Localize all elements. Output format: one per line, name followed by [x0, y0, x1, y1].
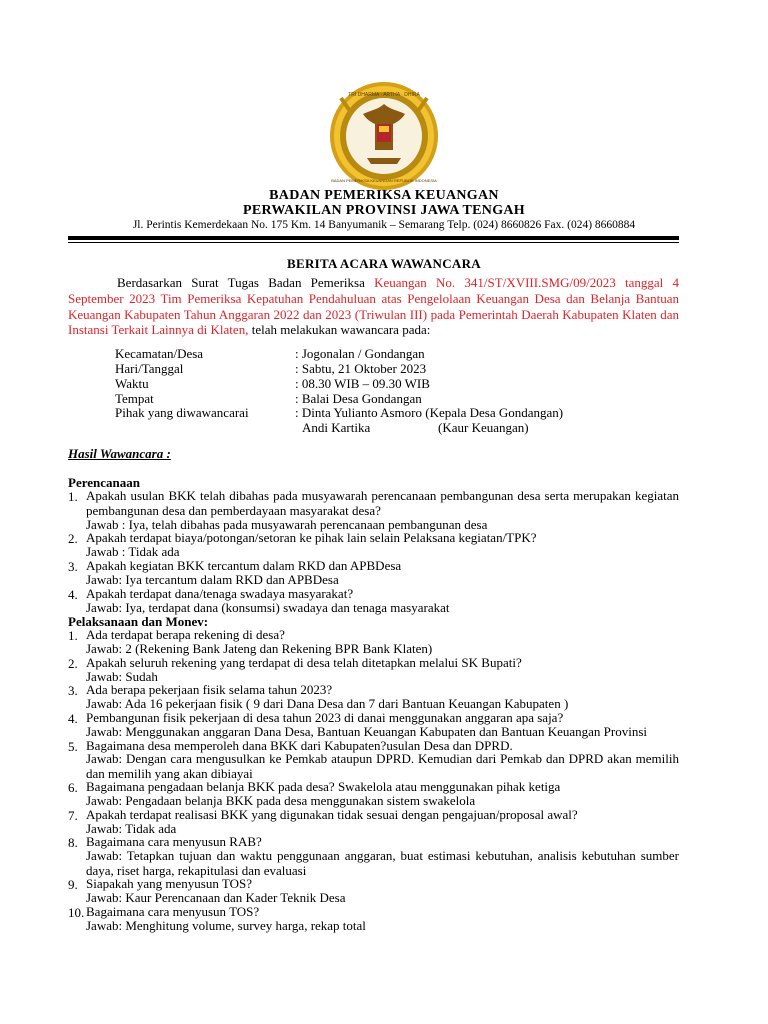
logo-top-text: TRI DHARMA · ARTHA · DHIRA [348, 92, 420, 98]
info-label: Waktu [115, 376, 149, 391]
question-text: Bagaimana desa memperoleh dana BKK dari Kabupaten?usulan Desa dan DPRD. [86, 738, 513, 753]
question-text: Bagaimana pengadaan belanja BKK pada desa? Swakelola atau menggunakan pihak ketiga [86, 779, 561, 794]
logo-bottom-text: BADAN PEMERIKSA KEUANGAN REPUBLIK INDONESIA [331, 178, 437, 183]
question-text: Pembangunan fisik pekerjaan di desa tahun 2023 di danai menggunakan anggaran apa saja? [86, 710, 564, 725]
question-text: Apakah kegiatan BKK tercantum dalam RKD dan APBDesa [86, 558, 402, 573]
question-text: Bagaimana cara menyusun TOS? [86, 904, 260, 919]
answer-text: Jawab: 2 (Rekening Bank Jateng dan Rekening BPR Bank Klaten) [86, 641, 433, 656]
info-value: : Jogonalan / Gondangan [295, 346, 425, 361]
section-perencanaan: Perencanaan [68, 475, 140, 490]
info-label: Pihak yang diwawancarai [115, 405, 249, 420]
question-text: Apakah terdapat realisasi BKK yang digunakan tidak sesuai dengan pengajuan/proposal awal? [86, 807, 578, 822]
info-label: Tempat [115, 391, 154, 406]
item-number: 3. [68, 683, 78, 698]
question-text: Ada berapa pekerjaan fisik selama tahun 2023? [86, 682, 333, 697]
info-label: Kecamatan/Desa [115, 346, 204, 361]
answer-text: Jawab: Kaur Perencanaan dan Kader Teknik Desa [86, 890, 346, 905]
answer-text: Jawab: Pengadaan belanja BKK pada desa menggunakan sistem swakelola [86, 793, 476, 808]
info-value: : 08.30 WIB – 09.30 WIB [295, 376, 430, 391]
answer-text: Jawab: Menghitung volume, survey harga, rekap total [86, 918, 366, 933]
item-number: 9. [68, 877, 78, 892]
header-office: PERWAKILAN PROVINSI JAWA TENGAH [243, 203, 525, 218]
answer-text: Jawab : Iya, telah dibahas pada musyawarah perencanaan pembangunan desa [86, 517, 488, 532]
document-title: BERITA ACARA WAWANCARA [287, 256, 481, 271]
item-number: 5. [68, 739, 78, 754]
question-text: Ada terdapat berapa rekening di desa? [86, 627, 285, 642]
info-value: : Balai Desa Gondangan [295, 391, 422, 406]
item-number: 1. [68, 628, 78, 643]
info-value: : Sabtu, 21 Oktober 2023 [295, 361, 427, 376]
question-text: Siapakah yang menyusun TOS? [86, 876, 252, 891]
header-address: Jl. Perintis Kemerdekaan No. 175 Km. 14 Banyumanik – Semarang Telp. (024) 8660826 Fax. (024) 8660884 [132, 219, 636, 231]
item-number: 1. [68, 489, 78, 504]
answer-text: Jawab: Ada 16 pekerjaan fisik ( 9 dari Dana Desa dan 7 dari Bantuan Keuangan Kabupaten ) [86, 696, 569, 711]
question-text: Bagaimana cara menyusun RAB? [86, 834, 262, 849]
interviewee-role: (Kaur Keuangan) [438, 420, 529, 435]
info-value: : Dinta Yulianto Asmoro (Kepala Desa Gondangan) [295, 405, 564, 420]
question-text: Apakah terdapat dana/tenaga swadaya masyarakat? [86, 586, 354, 601]
answer-text: Jawab: Tetapkan tujuan dan waktu penggunaan anggaran, buat estimasi kebutuhan, analisis kebutuhan sumber daya, riset harga, rekapitulasi dan evaluasi [86, 848, 679, 878]
header-divider-thin [68, 242, 679, 243]
item-number: 4. [68, 587, 78, 602]
results-heading: Hasil Wawancara : [68, 446, 171, 461]
item-number: 3. [68, 559, 78, 574]
item-number: 8. [68, 835, 78, 850]
answer-text: Jawab: Menggunakan anggaran Dana Desa, Bantuan Keuangan Kabupaten dan Bantuan Keuangan Provinsi [86, 724, 647, 739]
answer-text: Jawab: Dengan cara mengusulkan ke Pemkab ataupun DPRD. Kemudian dari Pemkab dan DPRD akan memilih dan memilih yang akan dibiayai [86, 751, 679, 781]
interviewee-name: Andi Kartika [302, 420, 371, 435]
item-number: 7. [68, 808, 78, 823]
item-number: 6. [68, 780, 78, 795]
header-divider [68, 236, 679, 240]
question-text: Apakah terdapat biaya/potongan/setoran ke pihak lain selain Pelaksana kegiatan/TPK? [86, 530, 537, 545]
intro-suffix: telah melakukan wawancara pada: [248, 322, 431, 338]
question-text: Apakah usulan BKK telah dibahas pada musyawarah perencanaan pembangunan desa serta merupakan kegiatan pembangunan desa dan pemberdayaan masyarakat desa? [86, 488, 679, 518]
intro-assignment-ref: Keuangan No. 341/ST/XVIII.SMG/09/2023 tanggal 4 September 2023 Tim Pemeriksa Kepatuhan Pendahuluan atas Pengelolaan Keuangan Desa dan Belanja Bantuan Keuangan Kabupaten Tahun Anggaran 2022 dan 2023 (Triwulan III) pada Pemerintah Daerah Kabupaten Klaten dan Instansi Terkait Lainnya di Klaten, [68, 275, 679, 338]
answer-text: Jawab : Tidak ada [86, 544, 180, 559]
header-agency: BADAN PEMERIKSA KEUANGAN [269, 188, 499, 203]
bpk-logo [327, 80, 441, 192]
intro-paragraph [68, 275, 679, 338]
item-number: 2. [68, 656, 78, 671]
answer-text: Jawab: Iya, terdapat dana (konsumsi) swadaya dan tenaga masyarakat [86, 600, 450, 615]
item-number: 4. [68, 711, 78, 726]
item-number: 2. [68, 531, 78, 546]
item-number: 10. [68, 905, 85, 920]
info-label: Hari/Tanggal [115, 361, 184, 376]
answer-text: Jawab: Tidak ada [86, 821, 177, 836]
answer-text: Jawab: Sudah [86, 669, 158, 684]
answer-text: Jawab: Iya tercantum dalam RKD dan APBDesa [86, 572, 339, 587]
intro-prefix: Berdasarkan Surat Tugas Badan Pemeriksa [117, 275, 375, 290]
section-pelaksanaan: Pelaksanaan dan Monev: [68, 614, 209, 629]
question-text: Apakah seluruh rekening yang terdapat di desa telah ditetapkan melalui SK Bupati? [86, 655, 522, 670]
